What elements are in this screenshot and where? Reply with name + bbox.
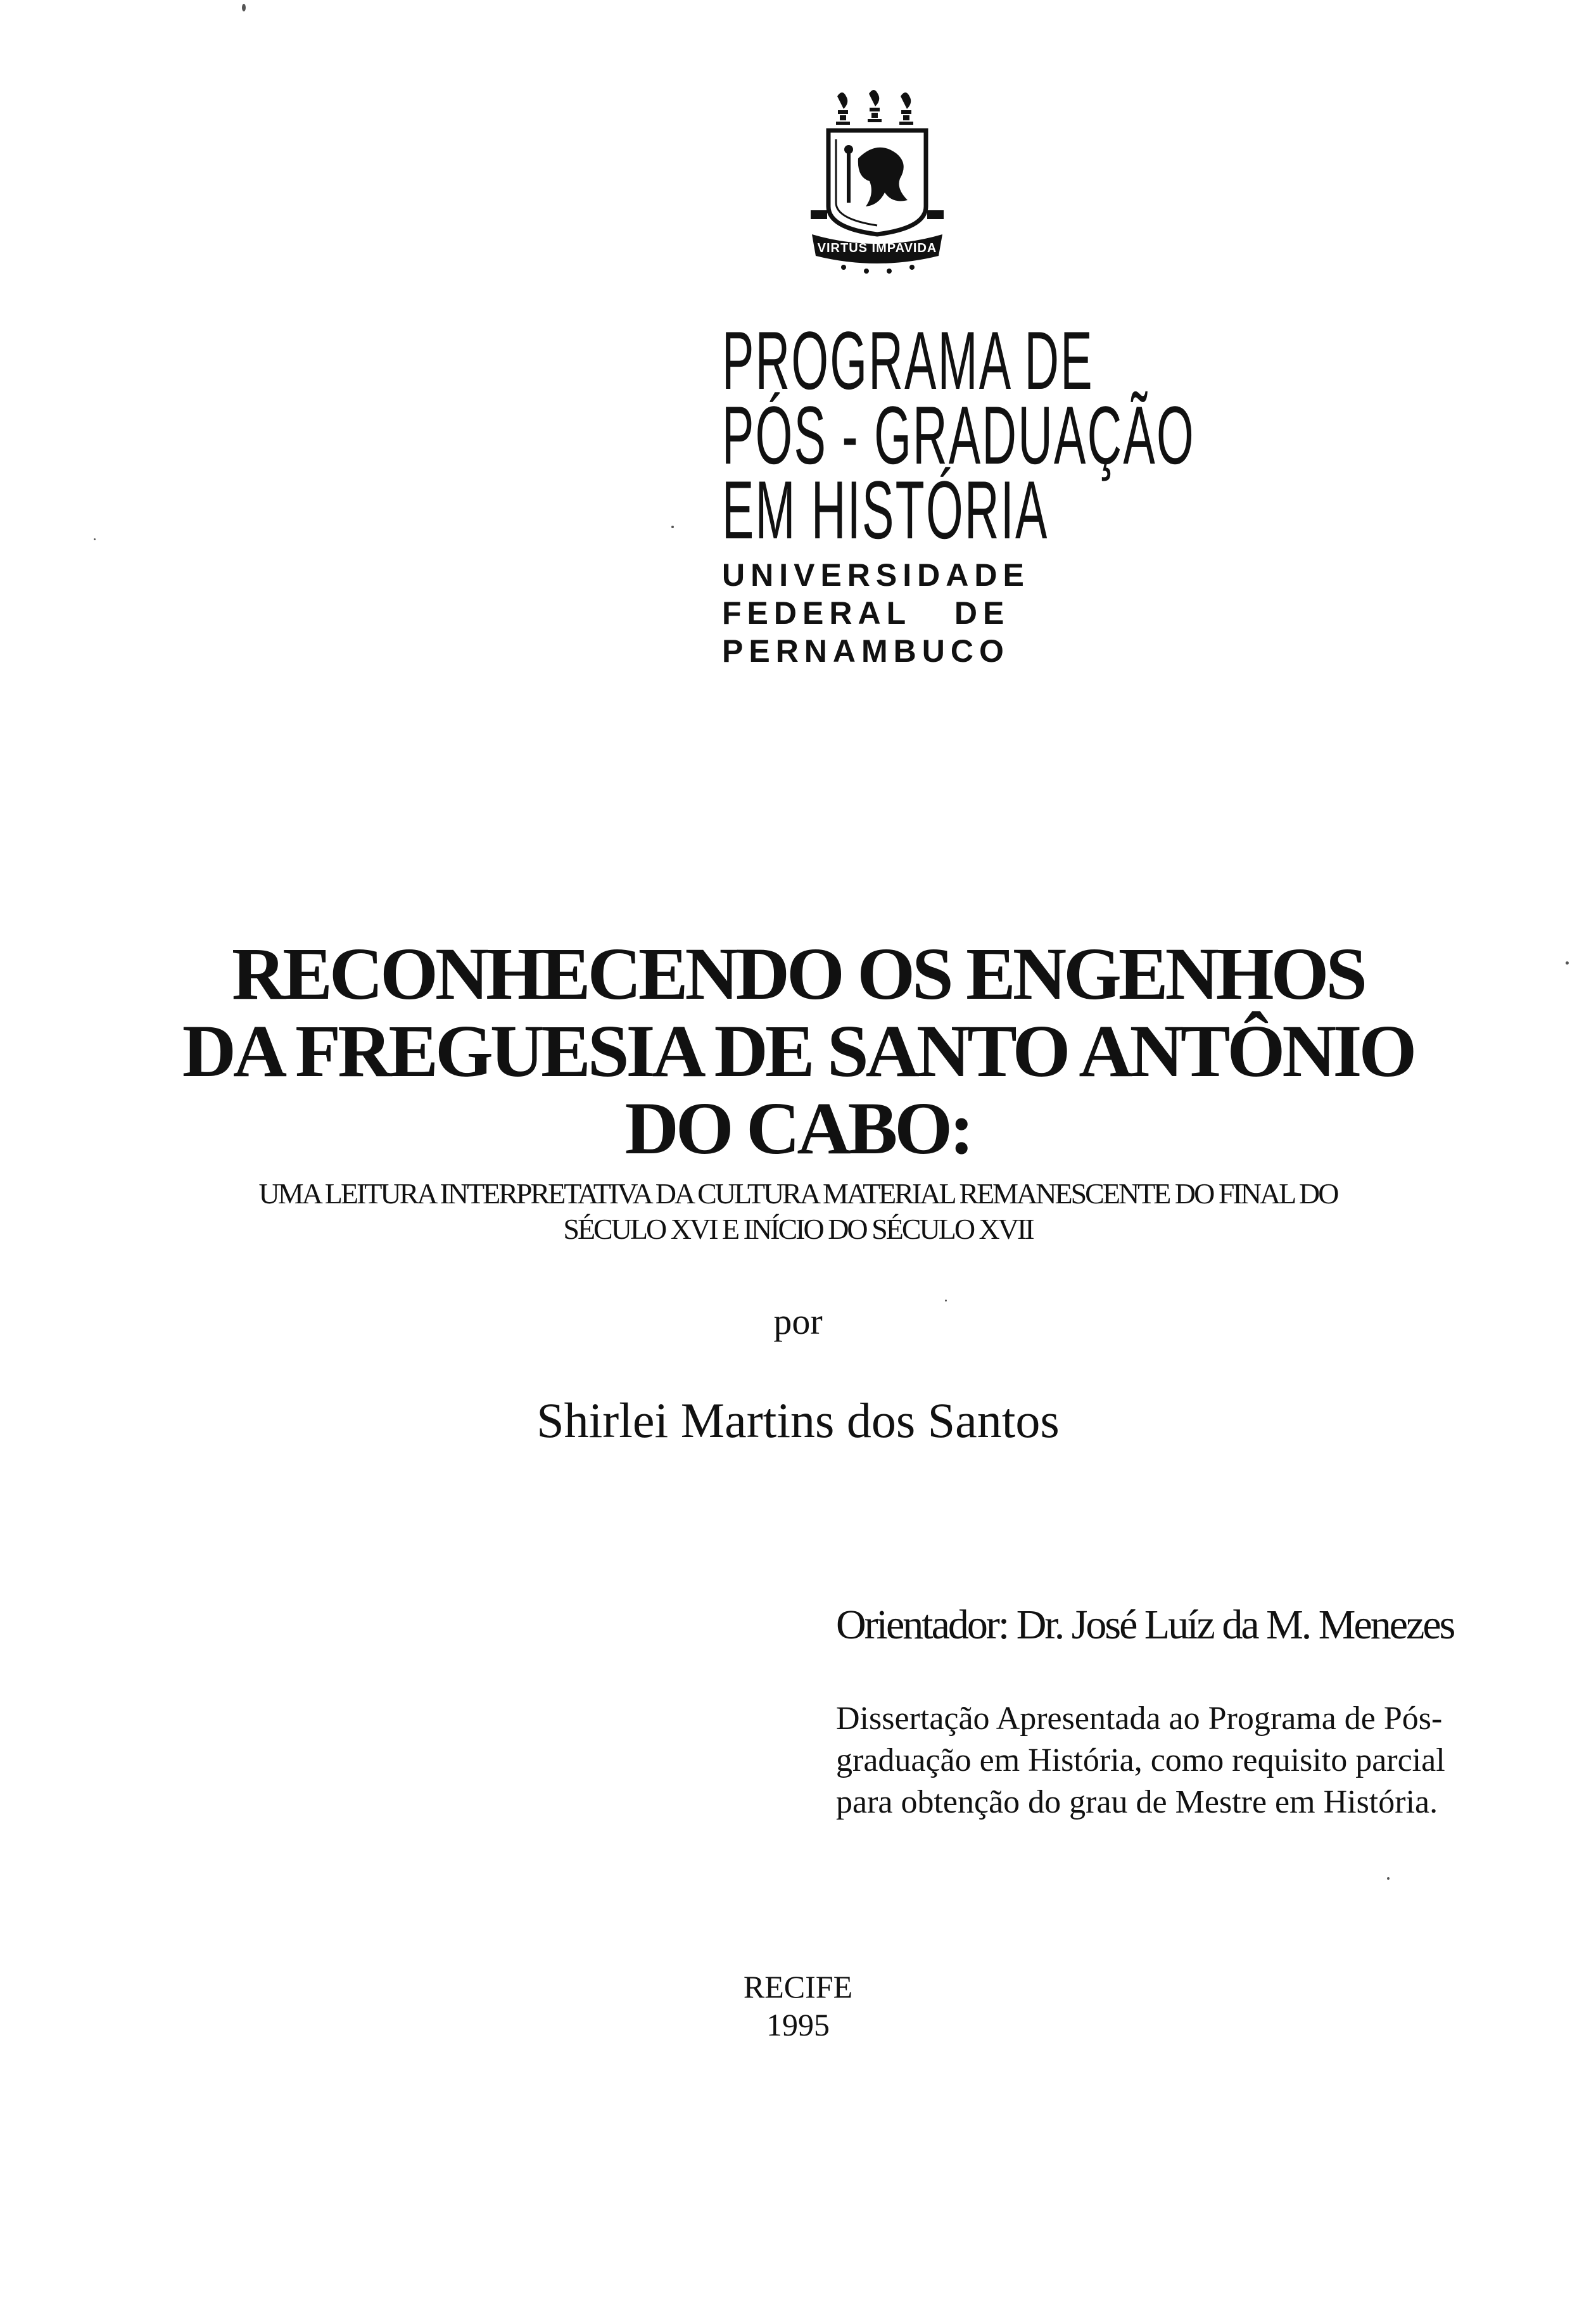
dissertation-line-1: Dissertação Apresentada ao Programa de Pós- [836,1700,1443,1737]
program-line-2: PÓS - GRADUAÇÃO [722,389,1196,481]
program-line-1: PROGRAMA DE [722,314,1094,407]
subtitle-line-2: SÉCULO XVI E INÍCIO DO SÉCULO XVII [563,1213,1033,1245]
university-seal-icon [798,89,956,279]
program-heading [722,314,1196,670]
program-line-3: EM HISTÓRIA [722,464,1049,556]
scan-speck [242,4,246,11]
advisor: Orientador: Dr. José Luíz da M. Menezes [836,1602,1454,1648]
scan-speck [671,526,674,528]
dissertation-line-2: graduação em História, como requisito parcial [836,1742,1445,1778]
title-line-2: DA FREGUESIA DE SANTO ANTÔNIO [182,1010,1414,1092]
university-line-3: PERNAMBUCO [722,633,1010,669]
scan-speck [945,1300,947,1302]
university-line-1: UNIVERSIDADE [722,557,1030,593]
scan-speck [1566,961,1569,965]
author-name: Shirlei Martins dos Santos [536,1393,1060,1448]
title-line-3: DO CABO: [624,1087,972,1170]
university-line-2: FEDERAL DE [722,595,1010,631]
dissertation-line-3: para obtenção do grau de Mestre em História. [836,1784,1438,1820]
subtitle-line-1: UMA LEITURA INTERPRETATIVA DA CULTURA MATERIAL REMANESCENTE DO FINAL DO [258,1177,1338,1210]
scan-speck [1387,1877,1390,1880]
seal-motto: VIRTUS IMPAVIDA [817,241,937,255]
byline-por: por [773,1301,823,1342]
footer-city: RECIFE [743,1969,853,2004]
footer-year: 1995 [766,2007,830,2042]
scan-speck [94,538,96,540]
title-line-1: RECONHECENDO OS ENGENHOS [232,932,1364,1015]
